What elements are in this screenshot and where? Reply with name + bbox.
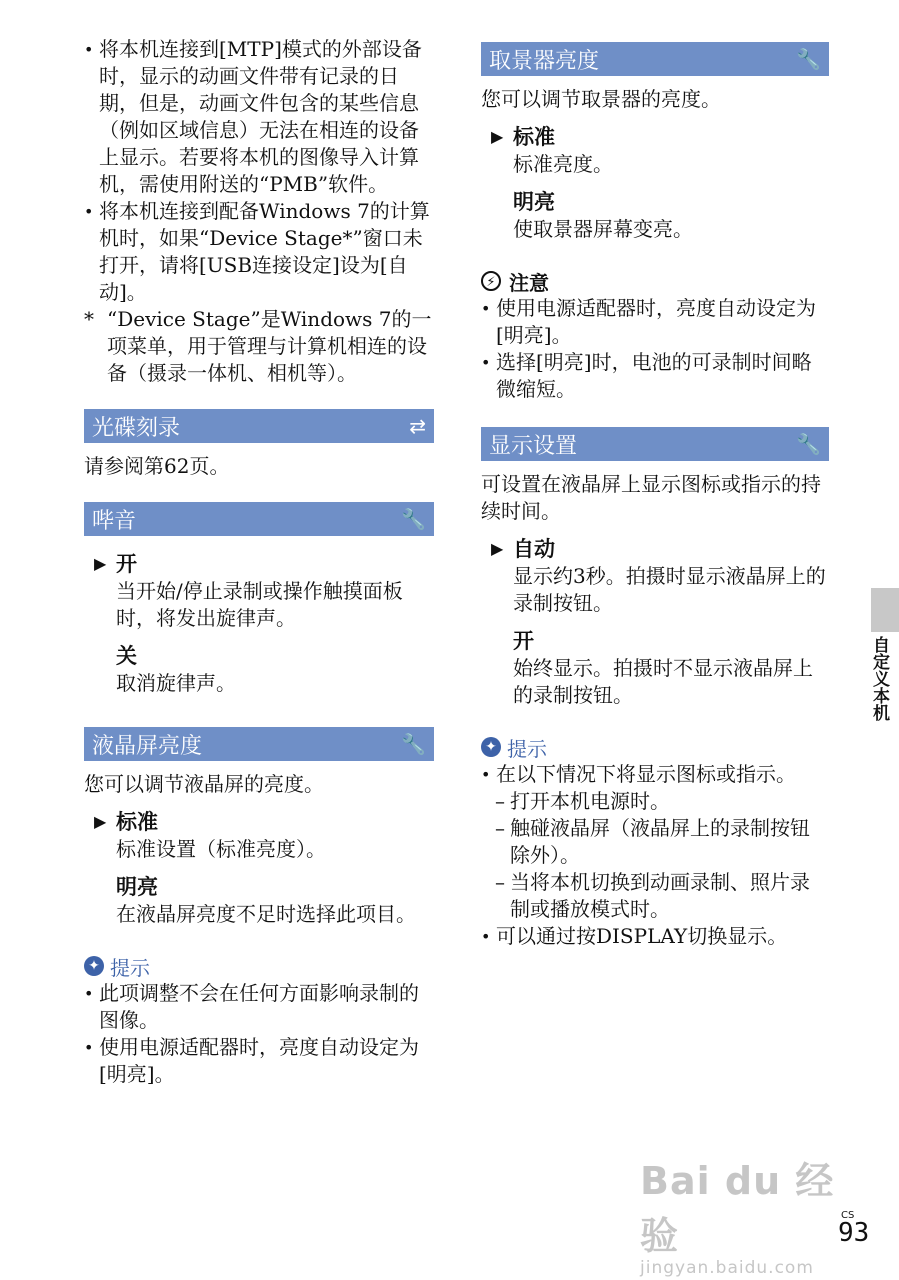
caution-header (481, 267, 829, 295)
option-off (94, 642, 434, 697)
option-desc: 在液晶屏亮度不足时选择此项目。 (116, 902, 416, 926)
section-header-beep (84, 502, 434, 536)
caution-title: 注意 (509, 270, 549, 295)
tip-bullet: • 在以下情况下将显示图标或指示。 (481, 761, 829, 788)
viewfinder-intro: 您可以调节取景器的亮度。 (481, 87, 721, 111)
page-number: 93 (838, 1218, 870, 1248)
baidu-watermark (640, 1150, 840, 1278)
tip-dash-item: – 当将本机切换到动画录制、照片录制或播放模式时。 (495, 870, 810, 921)
option-desc: 始终显示。拍摄时不显示液晶屏上的录制按钮。 (513, 656, 813, 707)
option-label: 开 (116, 552, 137, 576)
tip-bullet: • 此项调整不会在任何方面影响录制的图像。 (84, 980, 434, 1034)
option-desc: 显示约3秒。拍摄时显示液晶屏上的录制按钮。 (513, 564, 826, 615)
default-marker-icon: ▶ (94, 812, 107, 831)
left-column (84, 36, 434, 1088)
tip-title: 提示 (110, 955, 150, 980)
option-auto (491, 535, 829, 617)
default-marker-icon: ▶ (491, 539, 504, 558)
option-label: 关 (116, 644, 137, 668)
tip-dash-item: – 打开本机电源时。 (495, 789, 670, 813)
lightbulb-icon: ✦ (481, 737, 501, 757)
section-title: 哔音 (92, 508, 137, 534)
wrench-icon: 🔧 (796, 47, 821, 71)
section-header-viewfinder (481, 42, 829, 76)
tip-bullet: • 可以通过按DISPLAY切换显示。 (481, 923, 829, 950)
option-bright (94, 873, 434, 928)
section-header-lcd (84, 727, 434, 761)
option-standard (491, 123, 829, 178)
lightbulb-icon: ✦ (84, 956, 104, 976)
option-on (94, 550, 434, 632)
tip-title: 提示 (507, 736, 547, 761)
section-header-display (481, 427, 829, 461)
caution-bullet: • 选择[明亮]时，电池的可录制时间略微缩短。 (481, 349, 829, 403)
default-marker-icon: ▶ (94, 554, 107, 573)
wrench-icon: 🔧 (401, 507, 426, 531)
wrench-icon: 🔧 (796, 432, 821, 456)
footnote (84, 306, 434, 387)
lcd-intro: 您可以调节液晶屏的亮度。 (84, 772, 324, 796)
option-label: 标准 (513, 125, 555, 149)
footnote-mark: * (84, 307, 94, 331)
option-label: 明亮 (116, 875, 158, 899)
default-marker-icon: ▶ (491, 127, 504, 146)
disc-text: 请参阅第62页。 (84, 454, 230, 478)
right-column (481, 42, 829, 950)
option-desc: 取消旋律声。 (116, 671, 236, 695)
intro-bullet: • 将本机连接到[MTP]模式的外部设备时，显示的动画文件带有记录的日期，但是，动画文件包含的某些信息（例如区域信息）无法在相连的设备上显示。若要将本机的图像导入计算机，需使用附送的“PMB”软件。 (84, 36, 434, 198)
section-title: 液晶屏亮度 (92, 733, 203, 759)
option-label: 自动 (513, 537, 555, 561)
tip-header (84, 952, 434, 980)
option-standard (94, 808, 434, 863)
option-desc: 当开始/停止录制或操作触摸面板时，将发出旋律声。 (116, 579, 403, 630)
side-tab-marker (871, 588, 899, 632)
caution-icon: ⚡ (481, 271, 501, 291)
wrench-icon: 🔧 (401, 732, 426, 756)
option-desc: 使取景器屏幕变亮。 (513, 217, 693, 241)
side-chapter-label: 自定义本机 (869, 636, 889, 721)
watermark-line1: Bai du 经验 (640, 1159, 835, 1258)
option-label: 明亮 (513, 190, 555, 214)
tip-bullet: • 使用电源适配器时，亮度自动设定为[明亮]。 (84, 1034, 434, 1088)
watermark-line2: jingyan.baidu.com (640, 1258, 814, 1278)
option-desc: 标准亮度。 (513, 152, 613, 176)
option-on (491, 627, 829, 709)
caution-bullet: • 使用电源适配器时，亮度自动设定为[明亮]。 (481, 295, 829, 349)
option-label: 开 (513, 629, 534, 653)
section-header-disc (84, 409, 434, 443)
language-code: CS (841, 1210, 855, 1221)
option-label: 标准 (116, 810, 158, 834)
option-bright (491, 188, 829, 243)
tip-dash-item: – 触碰液晶屏（液晶屏上的录制按钮除外）。 (495, 816, 810, 867)
tip-header (481, 733, 829, 761)
display-intro: 可设置在液晶屏上显示图标或指示的持续时间。 (481, 472, 821, 523)
section-title: 光碟刻录 (92, 415, 181, 441)
footnote-text: “Device Stage”是Windows 7的一项菜单，用于管理与计算机相连的设备（摄录一体机、相机等）。 (107, 307, 432, 385)
section-title: 显示设置 (489, 433, 578, 459)
swap-icon: ⇄ (409, 414, 426, 438)
option-desc: 标准设置（标准亮度）。 (116, 837, 326, 861)
section-title: 取景器亮度 (489, 48, 600, 74)
intro-bullet: • 将本机连接到配备Windows 7的计算机时，如果“Device Stage*”窗口未打开，请将[USB连接设定]设为[自动]。 (84, 198, 434, 306)
